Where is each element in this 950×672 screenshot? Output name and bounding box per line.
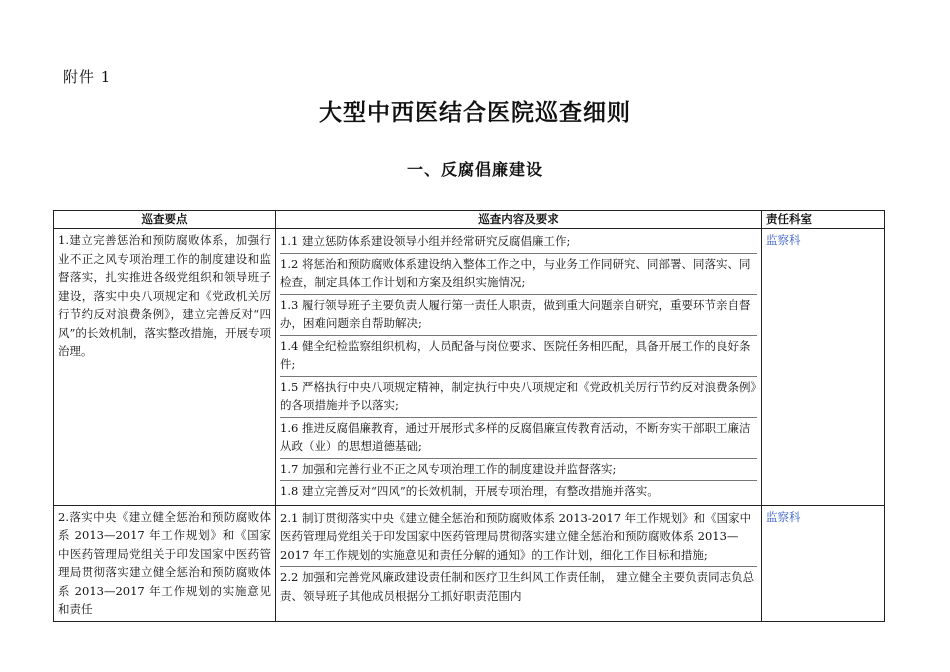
content-item: 2.2 加强和完善党风廉政建设责任制和医疗卫生纠风工作责任制， 建立健全主要负责同志负总责、领导班子其他成员根据分工抓好职责范围内 [280, 570, 755, 603]
inspection-point: 2.落实中央《建立健全惩治和预防腐败体系 2013—2017 年工作规划》和《国家中医药管理局党组关于印发国家中医药管理局贯彻落实建立健全惩治和预防腐败体系 2013—2017 年工作规划的实施意见和责任 [54, 505, 276, 621]
header-inspection-content: 巡查内容及要求 [276, 211, 762, 229]
header-inspection-point: 巡查要点 [54, 211, 276, 229]
inspection-content [276, 229, 762, 506]
content-item: 1.5 严格执行中央八项规定精神，制定执行中央八项规定和《党政机关厉行节约反对浪费条例》的各项措施并予以落实; [280, 377, 757, 418]
table-header-row [54, 211, 885, 229]
responsible-dept: 监察科 [762, 505, 885, 621]
content-item: 1.3 履行领导班子主要负责人履行第一责任人职责，做到重大问题亲自研究，重要环节亲自督办，困难问题亲自帮助解决; [280, 295, 757, 336]
content-item: 1.8 建立完善反对“四风”的长效机制，开展专项治理，有整改措施并落实。 [280, 484, 659, 498]
inspection-content [276, 505, 762, 621]
content-item: 1.1 建立惩防体系建设领导小组并经常研究反腐倡廉工作; [280, 231, 757, 254]
content-item: 1.7 加强和完善行业不正之风专项治理工作的制度建设并监督落实; [280, 459, 757, 482]
inspection-point: 1.建立完善惩治和预防腐败体系，加强行业不正之风专项治理工作的制度建设和监督落实，扎实推进各级党组织和领导班子建设，落实中央八项规定和《党政机关厉行节约反对浪费条例》，建立完善反对“四风”的长效机制，落实整改措施，开展专项治理。 [54, 229, 276, 506]
attachment-label: 附件 1 [63, 68, 112, 86]
content-item: 1.2 将惩治和预防腐败体系建设纳入整体工作之中，与业务工作同研究、同部署、同落实、同检查，制定具体工作计划和方案及组织实施情况; [280, 254, 757, 295]
table-row [54, 229, 885, 506]
content-item: 1.6 推进反腐倡廉教育，通过开展形式多样的反腐倡廉宣传教育活动，不断夯实干部职工廉洁从政（业）的思想道德基础; [280, 418, 757, 459]
responsible-dept: 监察科 [762, 229, 885, 506]
table-row [54, 505, 885, 621]
section-heading: 一、反腐倡廉建设 [406, 160, 543, 179]
document-title: 大型中西医结合医院巡查细则 [319, 99, 631, 126]
header-responsible-dept: 责任科室 [762, 211, 885, 229]
inspection-table [53, 210, 885, 622]
content-item: 2.1 制订贯彻落实中央《建立健全惩治和预防腐败体系 2013-2017 年工作规划》和《国家中医药管理局党组关于印发国家中医药管理局贯彻落实建立健全惩治和预防腐败体系 2013—2017 年工作规划的实施意见和责任分解的通知》的工作计划，细化工作目标和措施; [280, 508, 757, 568]
content-item: 1.4 健全纪检监察组织机构，人员配备与岗位要求、医院任务相匹配，具备开展工作的良好条件; [280, 336, 757, 377]
